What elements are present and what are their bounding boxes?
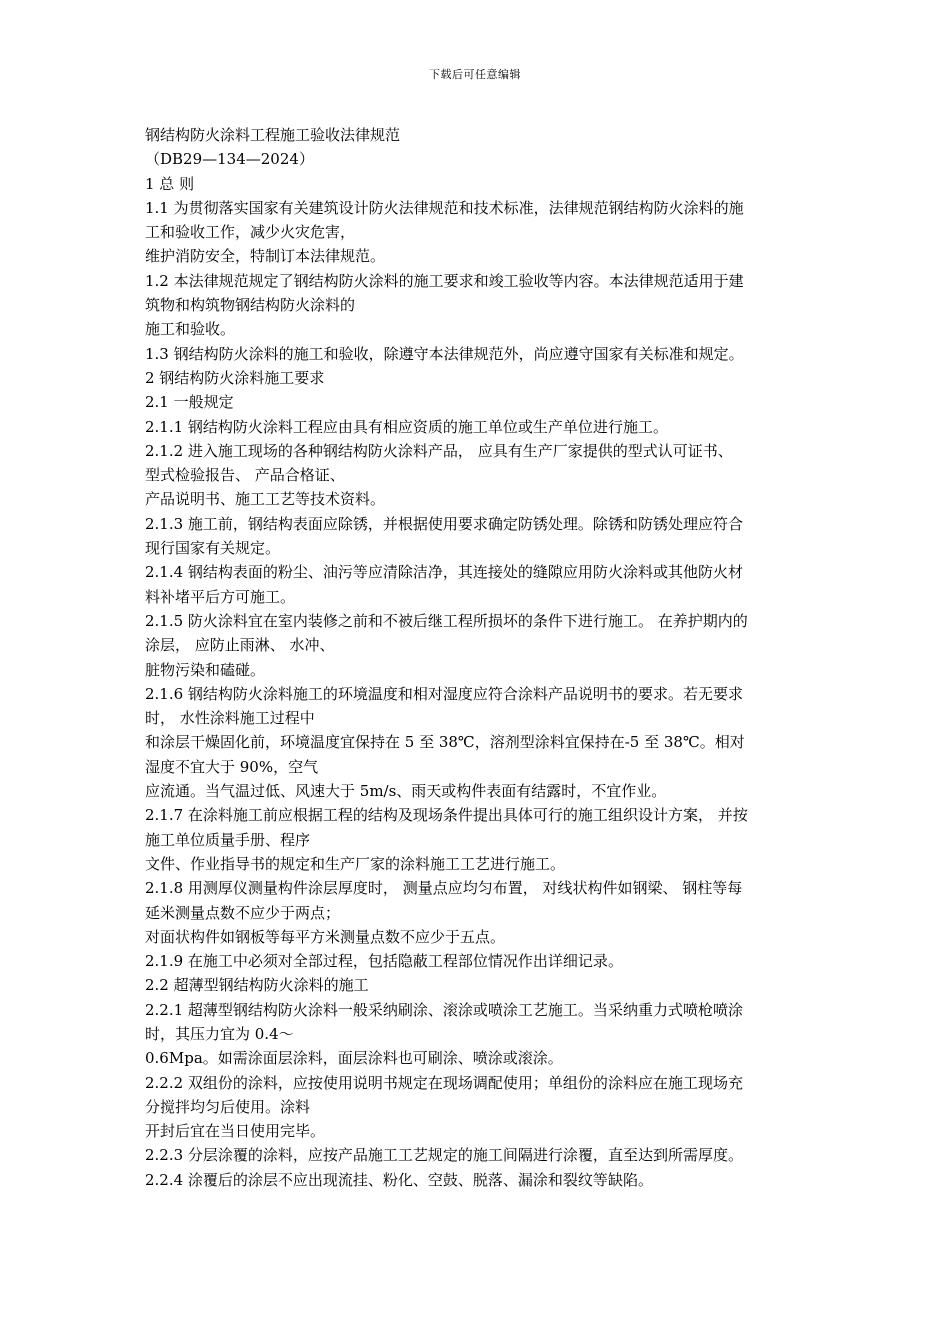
text-line: 2.1 一般规定: [145, 393, 234, 412]
text-line: 时， 水性涂料施工过程中: [145, 709, 315, 728]
text-line: 料补堵平后方可施工。: [145, 587, 296, 606]
text-line: 2.2.2 双组份的涂料，应按使用说明书规定在现场调配使用；单组份的涂料应在施工现场充: [145, 1073, 743, 1092]
text-line: （DB29—134—2024）: [145, 150, 314, 169]
text-line: 开封后宜在当日使用完毕。: [145, 1122, 326, 1141]
text-line: 2.1.5 防火涂料宜在室内装修之前和不被后继工程所损坏的条件下进行施工。 在养护期内的: [145, 611, 748, 630]
document-body: [145, 123, 813, 1192]
text-line: 涂层， 应防止雨淋、 水冲、: [145, 636, 335, 655]
text-line: 2.1.4 钢结构表面的粉尘、油污等应清除洁净，其连接处的缝隙应用防火涂料或其他防火材: [145, 563, 743, 582]
text-line: 2.2.1 超薄型钢结构防火涂料一般采纳刷涂、滚涂或喷涂工艺施工。当采纳重力式喷枪喷涂: [145, 1000, 743, 1019]
text-line: 延米测量点数不应少于两点；: [145, 903, 341, 922]
text-line: 钢结构防火涂料工程施工验收法律规范: [145, 126, 401, 144]
text-line: 1 总 则: [145, 174, 195, 193]
text-line: 施工和验收。: [145, 320, 236, 339]
text-line: 分搅拌均匀后使用。涂料: [145, 1097, 311, 1116]
page-header-note: 下载后可任意编辑: [429, 68, 521, 81]
text-line: 2.1.1 钢结构防火涂料工程应由具有相应资质的施工单位或生产单位进行施工。: [145, 417, 668, 436]
text-line: 应流通。当气温过低、风速大于 5m/s、雨天或构件表面有结露时，不宜作业。: [145, 782, 667, 801]
text-line: 1.3 钢结构防火涂料的施工和验收，除遵守本法律规范外，尚应遵守国家有关标准和规定。: [145, 344, 744, 363]
text-line: 施工单位质量手册、程序: [145, 830, 311, 849]
text-line: 2.1.3 施工前，钢结构表面应除锈，并根据使用要求确定防锈处理。除锈和防锈处理应符合: [145, 514, 743, 533]
text-line: 2.2.3 分层涂覆的涂料，应按产品施工工艺规定的施工间隔进行涂覆，直至达到所需厚度。: [145, 1146, 743, 1165]
text-line: 2.2 超薄型钢结构防火涂料的施工: [145, 976, 369, 995]
text-line: 2.1.6 钢结构防火涂料施工的环境温度和相对湿度应符合涂料产品说明书的要求。若无要求: [145, 684, 743, 703]
text-line: 工和验收工作，减少火灾危害，: [145, 223, 356, 242]
text-line: 文件、作业指导书的规定和生产厂家的涂料施工工艺进行施工。: [145, 854, 566, 873]
text-line: 0.6Mpa。如需涂面层涂料，面层涂料也可刷涂、喷涂或滚涂。: [145, 1049, 563, 1068]
text-line: 2 钢结构防火涂料施工要求: [145, 368, 325, 387]
text-line: 2.1.8 用测厚仪测量构件涂层厚度时， 测量点应均匀布置， 对线状构件如钢梁、 钢柱等每: [145, 879, 743, 898]
text-line: 1.1 为贯彻落实国家有关建筑设计防火法律规范和技术标准，法律规范钢结构防火涂料的施: [145, 198, 744, 217]
text-line: 2.1.2 进入施工现场的各种钢结构防火涂料产品， 应具有生产厂家提供的型式认可证书、: [145, 441, 733, 460]
text-line: 湿度不宜大于 90%，空气: [145, 757, 319, 776]
text-line: 1.2 本法律规范规定了钢结构防火涂料的施工要求和竣工验收等内容。本法律规范适用于建: [145, 271, 744, 290]
text-line: 现行国家有关规定。: [145, 539, 281, 558]
text-line: 和涂层干燥固化前，环境温度宜保持在 5 至 38℃，溶剂型涂料宜保持在-5 至 38℃。相对: [145, 733, 745, 752]
text-line: 对面状构件如钢板等每平方米测量点数不应少于五点。: [145, 927, 506, 946]
text-line: 型式检验报告、 产品合格证、: [145, 466, 345, 485]
text-line: 2.1.7 在涂料施工前应根据工程的结构及现场条件提出具体可行的施工组织设计方案， 并按: [145, 806, 748, 825]
text-line: 维护消防安全，特制订本法律规范。: [145, 247, 386, 266]
text-line: 时，其压力宜为 0.4～: [145, 1024, 294, 1043]
text-line: 2.2.4 涂覆后的涂层不应出现流挂、粉化、空鼓、脱落、漏涂和裂纹等缺陷。: [145, 1170, 653, 1189]
text-line: 脏物污染和磕碰。: [145, 660, 266, 679]
text-line: 2.1.9 在施工中必须对全部过程，包括隐蔽工程部位情况作出详细记录。: [145, 952, 623, 971]
text-line: 产品说明书、施工工艺等技术资料。: [145, 490, 386, 509]
text-line: 筑物和构筑物钢结构防火涂料的: [145, 296, 356, 315]
